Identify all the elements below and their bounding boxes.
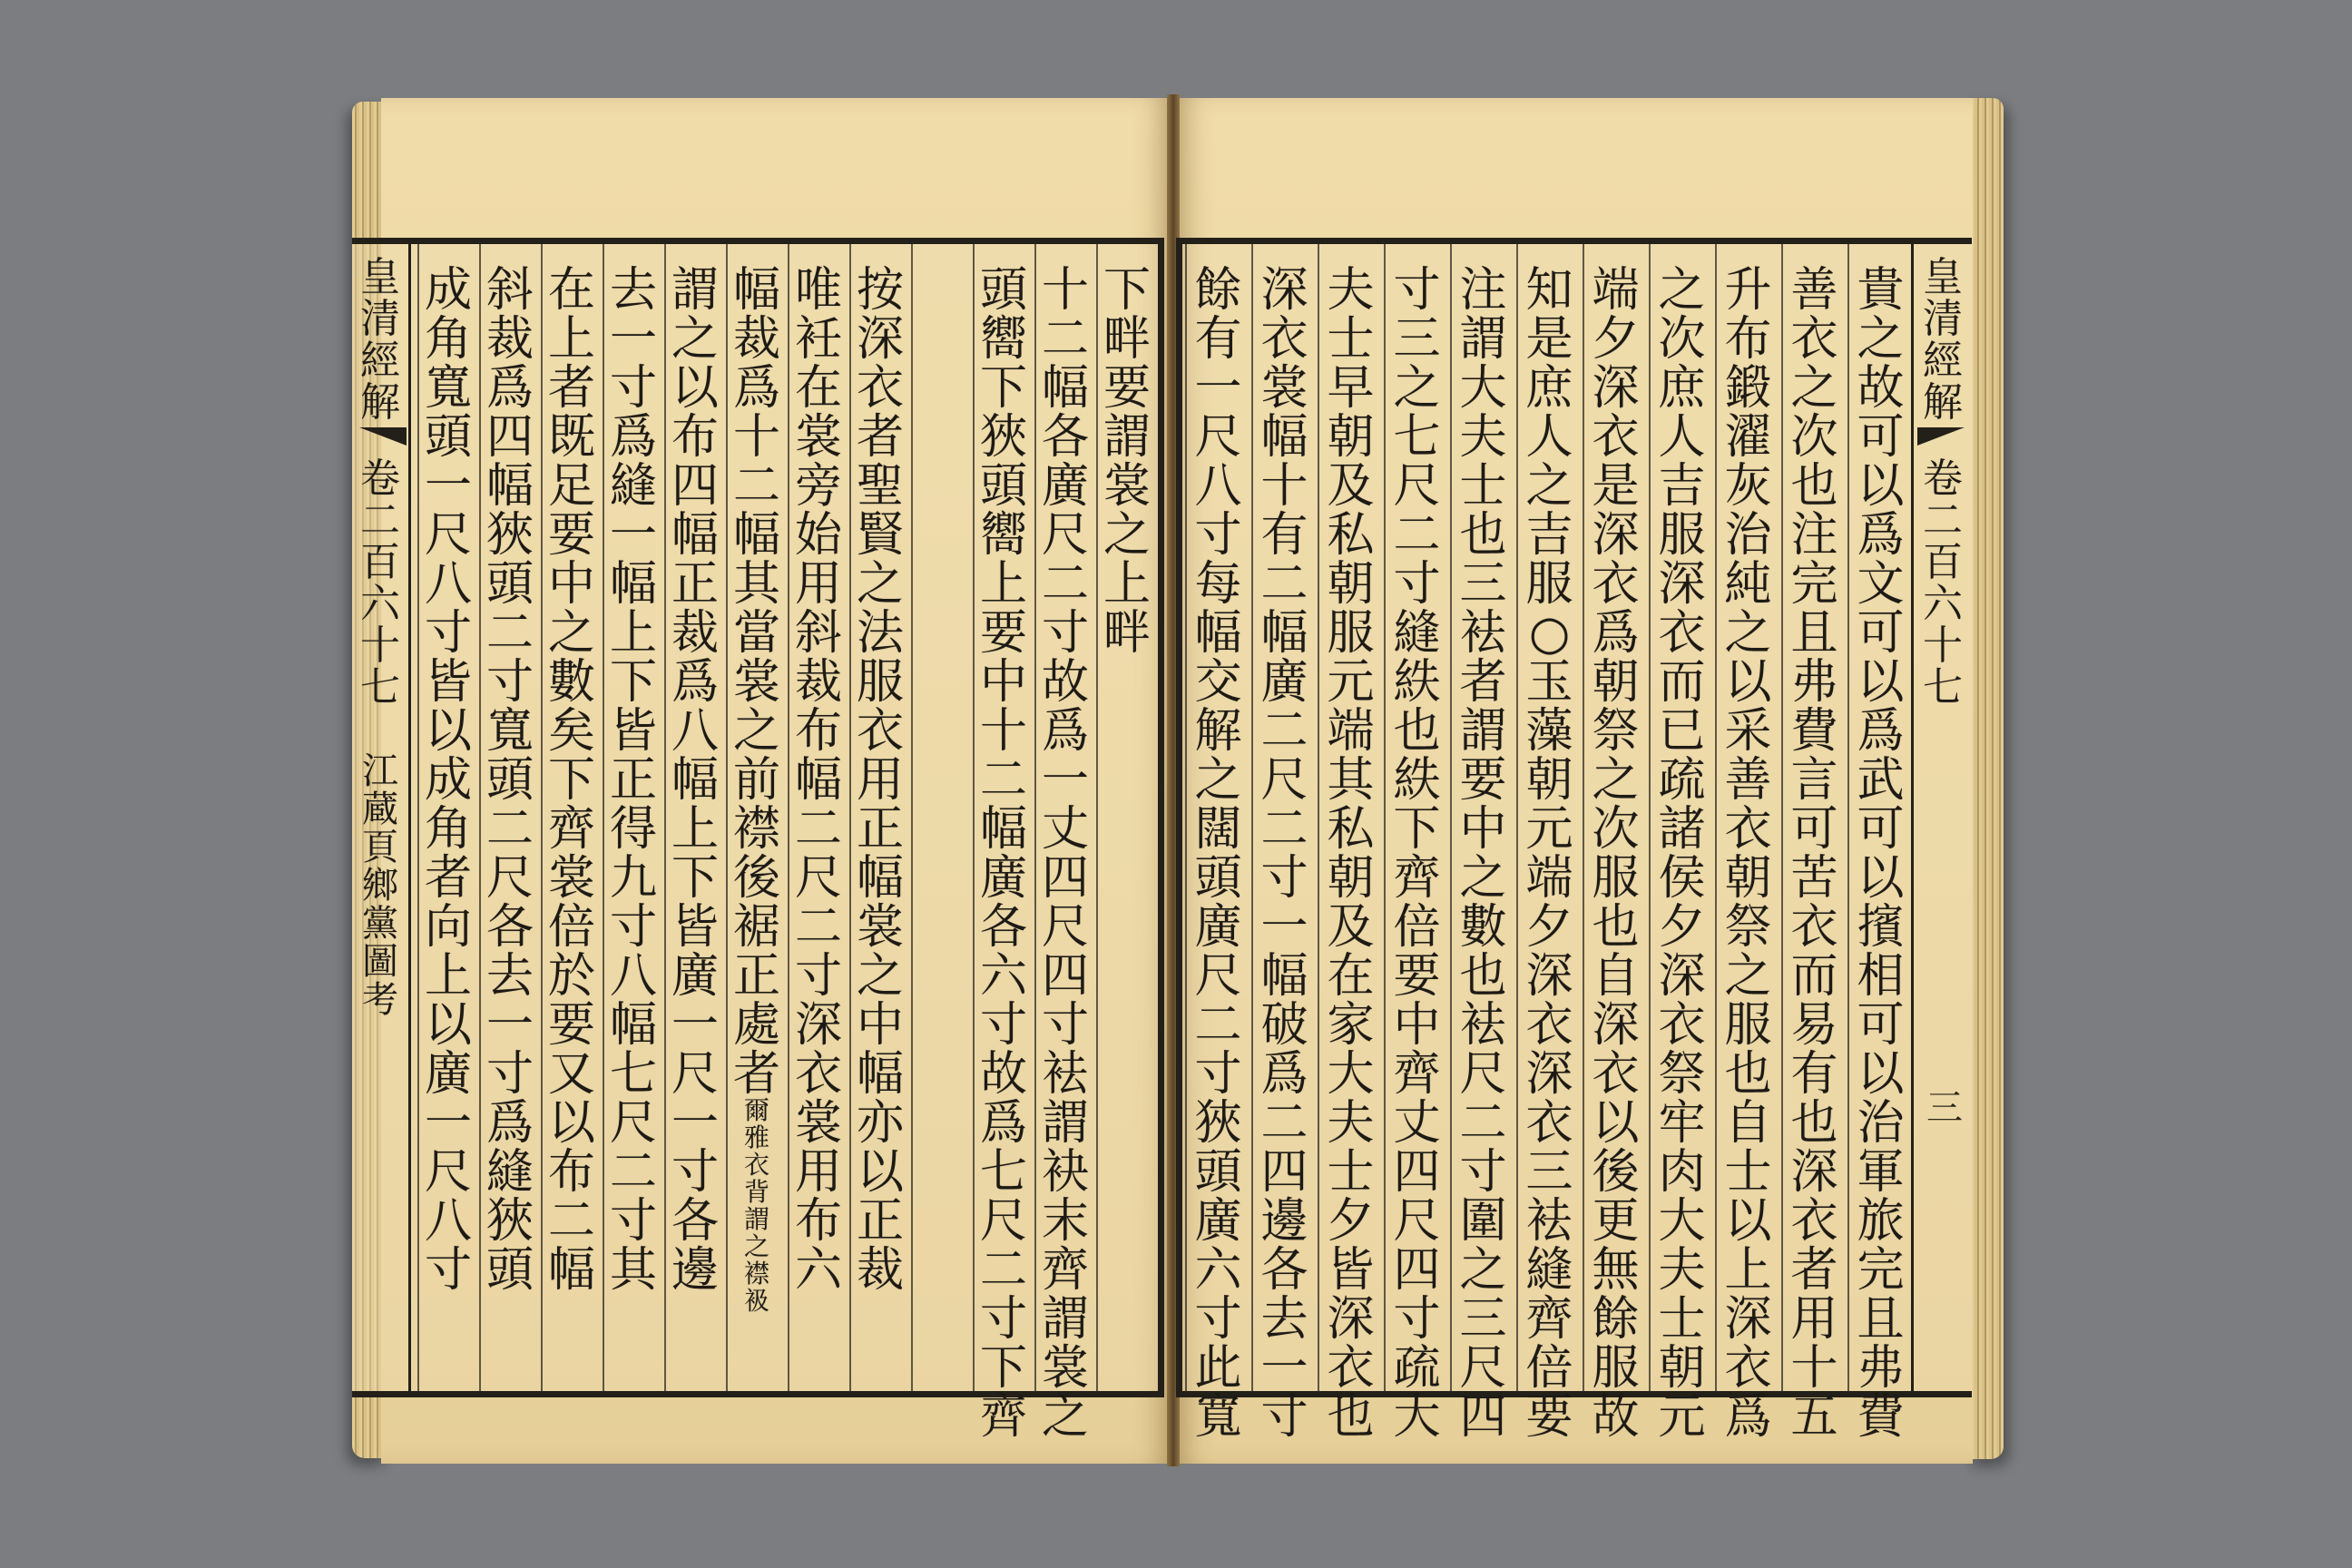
text-column: 在 上 者 既 足 要 中 之 數 矣 下 齊 裳 倍 於 要 又 以 布 二 幅 <box>547 263 595 1298</box>
text-column <box>911 244 973 1391</box>
column-rule <box>1583 244 1584 1391</box>
column-rule <box>849 244 851 1391</box>
text-column: 幅 裁 爲 十 二 幅 其 當 裳 之 前 襟 後 裾 正 處 者 <box>732 263 780 1102</box>
column-rule <box>541 244 543 1391</box>
right-margin-volume: 卷 二 百 六 十 七 <box>1923 456 1963 710</box>
column-rule <box>417 244 419 1391</box>
column-rule <box>664 244 666 1391</box>
column-rule <box>1384 244 1386 1391</box>
text-column: 去 一 寸 爲 縫 一 幅 上 下 皆 正 得 九 寸 八 幅 七 尺 二 寸 其 <box>609 263 657 1298</box>
column-rule <box>1781 244 1783 1391</box>
interlinear-note: 爾 雅 衣 背 謂 之 襟 衱 <box>743 1095 769 1316</box>
right-text-frame <box>1176 238 1972 1445</box>
column-rule <box>1318 244 1319 1391</box>
text-column: 夫 士 早 朝 及 私 朝 服 元 端 其 私 朝 及 在 家 大 夫 士 夕 皆 深 衣 也 <box>1327 263 1375 1445</box>
right-page-edge-stack <box>1967 98 2004 1459</box>
column-rule <box>788 244 789 1391</box>
left-text-frame <box>352 238 1164 1445</box>
text-column: 深 衣 裳 幅 十 有 二 幅 廣 二 尺 二 寸 一 幅 破 爲 二 四 邊 各 去 一 寸 <box>1260 263 1308 1445</box>
text-column: 按 深 衣 者 聖 賢 之 法 服 衣 用 正 幅 裳 之 中 幅 亦 以 正 裁 <box>856 263 904 1298</box>
text-column: 頭 嚮 下 狹 頭 嚮 上 要 中 十 二 幅 廣 各 六 寸 故 爲 七 尺 二 寸 下 齊 <box>979 263 1027 1445</box>
column-rule <box>1847 244 1849 1391</box>
text-column: 十 二 幅 各 廣 尺 二 寸 故 爲 一 丈 四 尺 四 寸 袪 謂 袂 末 齊 謂 裳 之 <box>1041 263 1089 1445</box>
text-column: 知 是 庶 人 之 吉 服 ○ 玉 藻 朝 元 端 夕 深 衣 深 衣 三 袪 縫 齊 倍 要 <box>1525 263 1573 1445</box>
column-rule <box>479 244 481 1391</box>
text-column: 餘 有 一 尺 八 寸 每 幅 交 解 之 闊 頭 廣 尺 二 寸 狹 頭 廣 六 寸 此 寬 <box>1194 263 1242 1445</box>
text-column: 注 謂 大 夫 士 也 三 袪 者 謂 要 中 之 數 也 袪 尺 二 寸 圍 之 三 尺 四 <box>1459 263 1507 1445</box>
column-rule <box>1185 244 1187 1391</box>
column-rule <box>603 244 604 1391</box>
column-rule <box>973 244 975 1391</box>
text-column: 唯 衽 在 裳 旁 始 用 斜 裁 布 幅 二 尺 二 寸 深 衣 裳 用 布 六 <box>794 263 842 1298</box>
column-rule <box>1516 244 1518 1391</box>
column-rule <box>1034 244 1036 1391</box>
left-banxin-rule <box>408 244 411 1391</box>
left-margin-volume: 卷 二 百 六 十 七 <box>360 456 400 710</box>
left-margin-title: 皇 清 經 解 <box>360 254 400 426</box>
column-rule <box>1096 244 1098 1391</box>
right-folio-number: 三 <box>1926 1087 1963 1129</box>
text-column: 升 布 鍛 濯 灰 治 純 之 以 采 善 衣 朝 祭 之 服 也 自 士 以 上 深 衣 爲 <box>1724 263 1772 1445</box>
text-column: 寸 三 之 七 尺 二 寸 縫 紩 也 紩 下 齊 倍 要 中 齊 丈 四 尺 四 寸 疏 大 <box>1393 263 1441 1445</box>
column-rule <box>1251 244 1253 1391</box>
text-column: 善 衣 之 次 也 注 完 且 弗 費 言 可 苦 衣 而 易 有 也 深 衣 者 用 十 五 <box>1790 263 1838 1445</box>
column-rule <box>1715 244 1717 1391</box>
column-rule <box>726 244 728 1391</box>
column-rule <box>1649 244 1651 1391</box>
text-column: 下 畔 要 謂 裳 之 上 畔 <box>1102 263 1151 661</box>
text-column: 謂 之 以 布 四 幅 正 裁 爲 八 幅 上 下 皆 廣 一 尺 一 寸 各 邊 <box>671 263 719 1298</box>
text-column: 成 角 寬 頭 一 尺 八 寸 皆 以 成 角 者 向 上 以 廣 一 尺 八 寸 <box>424 263 472 1298</box>
column-rule <box>1450 244 1452 1391</box>
right-margin-title: 皇 清 經 解 <box>1923 254 1963 426</box>
column-rule <box>911 244 913 1391</box>
text-column: 貴 之 故 可 以 爲 文 可 以 爲 武 可 以 擯 相 可 以 治 軍 旅 完 且 弗 費 <box>1857 263 1905 1445</box>
text-column: 之 次 庶 人 吉 服 深 衣 而 已 疏 諸 侯 夕 深 衣 祭 牢 肉 大 夫 士 朝 元 <box>1658 263 1706 1445</box>
text-column: 斜 裁 爲 四 幅 狹 頭 二 寸 寬 頭 二 尺 各 去 一 寸 爲 縫 狹 頭 <box>485 263 534 1298</box>
left-margin-author: 江 蔵 頁 鄉 黨 圖 考 <box>362 750 398 1021</box>
text-column: 端 夕 深 衣 是 深 衣 爲 朝 祭 之 次 服 也 自 深 衣 以 後 更 無 餘 服 故 <box>1592 263 1640 1445</box>
